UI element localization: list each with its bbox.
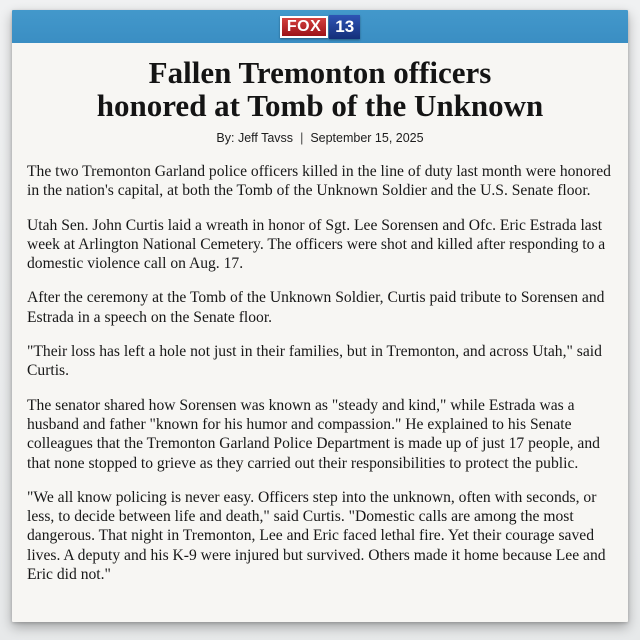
header-bar xyxy=(12,10,628,43)
byline-separator: | xyxy=(300,131,304,145)
byline-date: September 15, 2025 xyxy=(310,131,424,145)
article-title xyxy=(26,56,614,122)
byline xyxy=(12,131,628,145)
article-paragraph: "We all know policing is never easy. Officers step into the unknown, often with seconds, or less, to decide between life and death," said Curtis. "Domestic calls are among the most dangerous. That night in Tremonton, Lee and Eric faced lethal fire. Yet their courage saved lives. A deputy and his K-9 were injured but survived. Others made it home because Lee and Eric did not." xyxy=(27,488,606,584)
fox13-logo xyxy=(280,15,360,39)
article-title-line-2: honored at Tomb of the Unknown xyxy=(96,88,544,123)
article-body xyxy=(27,162,613,584)
byline-author: By: Jeff Tavss xyxy=(216,131,294,145)
article-paragraph: Utah Sen. John Curtis laid a wreath in honor of Sgt. Lee Sorensen and Ofc. Eric Estrada last week at Arlington National Cemetery. The officers were shot and killed after responding to a domestic violence call on Aug. 17. xyxy=(27,216,606,273)
article-title-line-1: Fallen Tremonton officers xyxy=(148,55,492,90)
article-paragraph: "Their loss has left a hole not just in their families, but in Tremonton, and across Utah," said Curtis. xyxy=(27,343,602,380)
fox-logo-box: FOX xyxy=(280,16,328,38)
article-card xyxy=(12,10,628,622)
article-paragraph: After the ceremony at the Tomb of the Unknown Soldier, Curtis paid tribute to Sorensen and Estrada in a speech on the Senate floor. xyxy=(27,289,605,326)
fox13-number-box: 13 xyxy=(329,15,360,39)
article-paragraph: The two Tremonton Garland police officers killed in the line of duty last month were honored in the nation's capital, at both the Tomb of the Unknown Soldier and the U.S. Senate floor. xyxy=(27,163,611,200)
article-paragraph: The senator shared how Sorensen was known as "steady and kind," while Estrada was a husband and father "known for his humor and compassion." He explained to his Senate colleagues that the Tremonton Garland Police Department is made up of just 17 people, and that none stopped to grieve as they carried out their responsibilities to protect the public. xyxy=(27,396,600,472)
